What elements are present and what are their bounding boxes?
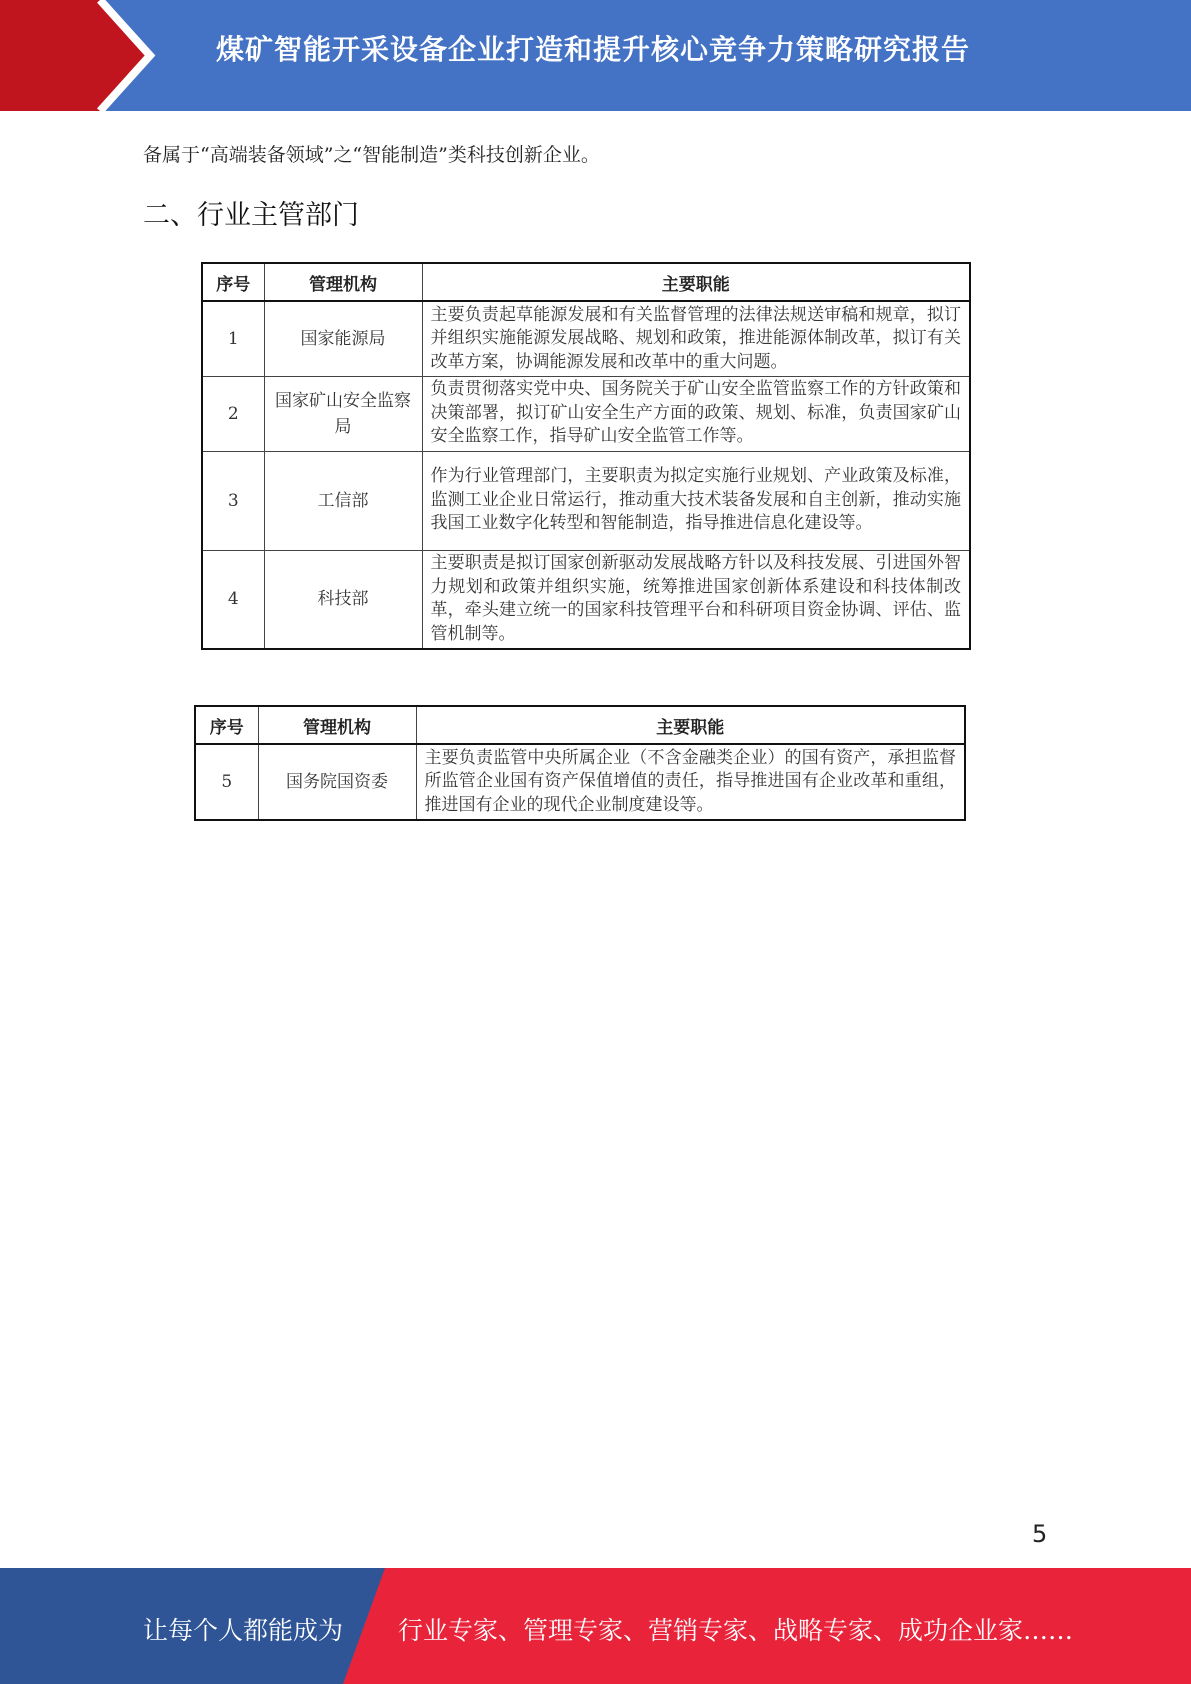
table-row xyxy=(202,376,970,451)
report-header xyxy=(0,0,1191,111)
header-arrow-red xyxy=(0,0,150,111)
table-row xyxy=(202,301,970,376)
regulator-table-continued xyxy=(194,705,966,821)
row-duty: 主要负责监管中央所属企业（不含金融类企业）的国有资产，承担监督所监管企业国有资产保值增值的责任，指导推进国有企业改革和重组，推进国有企业的现代企业制度建设等。 xyxy=(416,744,965,820)
row-num: 4 xyxy=(202,550,264,649)
row-num: 1 xyxy=(202,301,264,376)
row-duty: 主要职责是拟订国家创新驱动发展战略方针以及科技发展、引进国外智力规划和政策并组织实施，统筹推进国家创新体系建设和科技体制改革，牵头建立统一的国家科技管理平台和科研项目资金协调、评估、监管机制等。 xyxy=(422,550,970,649)
report-title: 煤矿智能开采设备企业打造和提升核心竞争力策略研究报告 xyxy=(216,33,971,66)
header-duty: 主要职能 xyxy=(422,263,970,301)
footer-banner xyxy=(0,1568,1191,1684)
intro-paragraph: 备属于“高端装备领域”之“智能制造”类科技创新企业。 xyxy=(143,144,600,166)
header-org: 管理机构 xyxy=(264,263,422,301)
row-num: 3 xyxy=(202,451,264,550)
footer-slogan-left: 让每个人都能成为 xyxy=(143,1616,344,1645)
row-org: 科技部 xyxy=(264,550,422,649)
table-row xyxy=(195,744,965,820)
row-duty: 主要负责起草能源发展和有关监督管理的法律法规送审稿和规章，拟订并组织实施能源发展战略、规划和政策，推进能源体制改革，拟订有关改革方案，协调能源发展和改革中的重大问题。 xyxy=(422,301,970,376)
page-number: 5 xyxy=(1032,1520,1048,1548)
row-org: 国家能源局 xyxy=(264,301,422,376)
row-num: 5 xyxy=(195,744,258,820)
table-row xyxy=(202,550,970,649)
table-header-row xyxy=(202,263,970,301)
header-org: 管理机构 xyxy=(258,706,416,744)
table-header-row xyxy=(195,706,965,744)
row-org: 工信部 xyxy=(264,451,422,550)
row-org: 国家矿山安全监察局 xyxy=(264,376,422,451)
row-org: 国务院国资委 xyxy=(258,744,416,820)
header-num: 序号 xyxy=(202,263,264,301)
row-duty: 负责贯彻落实党中央、国务院关于矿山安全监管监察工作的方针政策和决策部署，拟订矿山安全生产方面的政策、规划、标准，负责国家矿山安全监察工作，指导矿山安全监管工作等。 xyxy=(422,376,970,451)
section-heading: 二、行业主管部门 xyxy=(143,200,359,231)
regulator-table xyxy=(201,262,971,650)
row-duty: 作为行业管理部门，主要职责为拟定实施行业规划、产业政策及标准，监测工业企业日常运行，推动重大技术装备发展和自主创新，推动实施我国工业数字化转型和智能制造，指导推进信息化建设等。 xyxy=(422,451,970,550)
header-arrow-decoration xyxy=(0,0,160,111)
table-row xyxy=(202,451,970,550)
footer-slogan-right: 行业专家、管理专家、营销专家、战略专家、成功企业家…… xyxy=(398,1616,1074,1645)
header-duty: 主要职能 xyxy=(416,706,965,744)
header-num: 序号 xyxy=(195,706,258,744)
row-num: 2 xyxy=(202,376,264,451)
